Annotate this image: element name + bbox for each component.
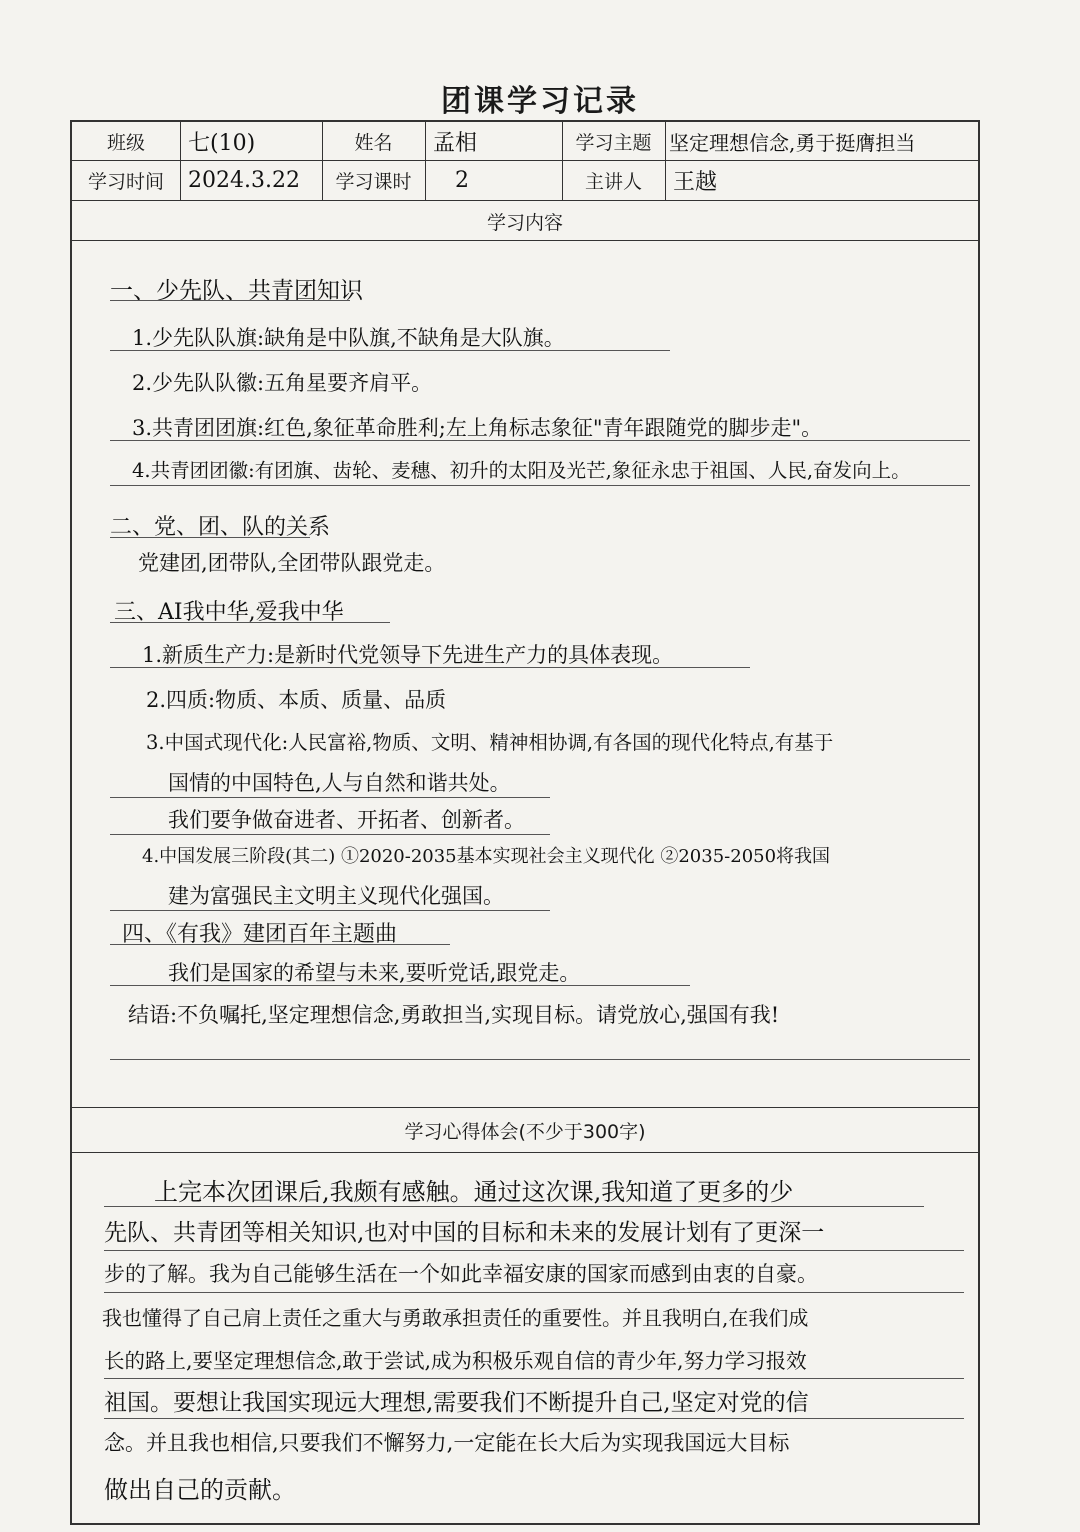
content-line: 党建团,团带队,全团带队跟党走。 xyxy=(138,551,446,575)
content-line: 1.新质生产力:是新时代党领导下先进生产力的具体表现。 xyxy=(142,643,674,667)
hours-label: 学习课时 xyxy=(335,170,412,193)
content-line: 1.少先队队旗:缺角是中队旗,不缺角是大队旗。 xyxy=(132,326,565,350)
name-value: 孟相 xyxy=(433,130,478,156)
content-line: 国情的中国特色,人与自然和谐共处。 xyxy=(168,771,511,795)
content-line: 四、《有我》建团百年主题曲 xyxy=(122,922,398,947)
time-value: 2024.3.22 xyxy=(188,167,300,193)
topic-label: 学习主题 xyxy=(575,131,652,154)
content-line: 3.中国式现代化:人民富裕,物质、文明、精神相协调,有各国的现代化特点,有基于 xyxy=(146,731,834,754)
reflection-line: 祖国。要想让我国实现远大理想,需要我们不断提升自己,坚定对党的信 xyxy=(104,1390,809,1416)
content-line: 4.中国发展三阶段(其二) ①2020-2035基本实现社会主义现代化 ②2035-2050将我国 xyxy=(142,846,831,867)
reflection-line: 做出自己的贡献。 xyxy=(104,1476,296,1504)
content-line: 我们要争做奋进者、开拓者、创新者。 xyxy=(168,808,525,832)
hours-value: 2 xyxy=(455,167,469,193)
class-label: 班级 xyxy=(106,131,145,154)
reflection-line: 长的路上,要坚定理想信念,敢于尝试,成为积极乐观自信的青少年,努力学习报效 xyxy=(104,1349,807,1373)
reflection-line: 步的了解。我为自己能够生活在一个如此幸福安康的国家而感到由衷的自豪。 xyxy=(104,1262,818,1286)
class-value: 七(10) xyxy=(188,130,256,156)
content-line: 4.共青团团徽:有团旗、齿轮、麦穗、初升的太阳及光芒,象征永忠于祖国、人民,奋发向上。 xyxy=(132,459,911,482)
content-heading: 学习内容 xyxy=(486,212,563,234)
page-title: 团课学习记录 xyxy=(441,84,639,119)
speaker-value: 王越 xyxy=(673,169,718,195)
reflection-line: 先队、共青团等相关知识,也对中国的目标和未来的发展计划有了更深一 xyxy=(104,1220,825,1246)
content-line: 2.四质:物质、本质、质量、品质 xyxy=(146,688,447,712)
record-table xyxy=(70,120,980,1525)
name-label: 姓名 xyxy=(354,131,393,154)
speaker-label: 主讲人 xyxy=(584,170,642,193)
reflection-line: 我也懂得了自己肩上责任之重大与勇敢承担责任的重要性。并且我明白,在我们成 xyxy=(102,1306,809,1330)
time-label: 学习时间 xyxy=(87,170,164,193)
reflection-line: 上完本次团课后,我颇有感触。通过这次课,我知道了更多的少 xyxy=(154,1178,794,1206)
topic-value: 坚定理想信念,勇于挺膺担当 xyxy=(669,130,916,155)
content-line: 3.共青团团旗:红色,象征革命胜利;左上角标志象征"青年跟随党的脚步走"。 xyxy=(132,416,823,440)
reflection-line: 念。并且我也相信,只要我们不懈努力,一定能在长大后为实现我国远大目标 xyxy=(104,1431,790,1455)
content-line: 2.少先队队徽:五角星要齐肩平。 xyxy=(132,371,433,395)
content-line: 二、党、团、队的关系 xyxy=(110,515,331,540)
reflection-heading: 学习心得体会(不少于300字) xyxy=(404,1121,646,1143)
content-line: 我们是国家的希望与未来,要听党话,跟党走。 xyxy=(168,961,581,985)
content-line: 三、AI我中华,爱我中华 xyxy=(114,600,344,625)
content-line: 结语:不负嘱托,坚定理想信念,勇敢担当,实现目标。请党放心,强国有我! xyxy=(128,1003,780,1027)
content-line: 建为富强民主文明主义现代化强国。 xyxy=(168,884,504,908)
content-line: 一、少先队、共青团知识 xyxy=(110,278,363,304)
